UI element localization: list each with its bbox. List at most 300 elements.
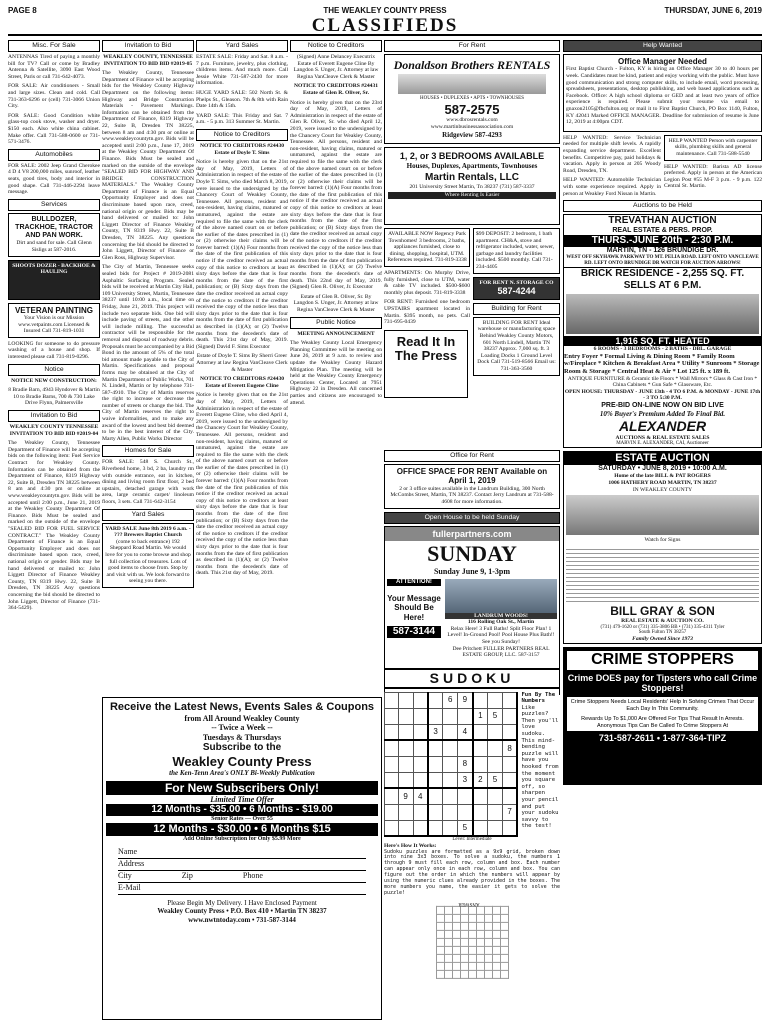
db-sub: HOUSES • DUPLEXES • APTS • TOWNHOUSES — [420, 96, 524, 102]
answer-cell — [461, 954, 469, 962]
form-email-label: E-Mail — [118, 883, 141, 893]
sudoku-cell[interactable] — [398, 820, 413, 836]
sudoku-cell[interactable]: 1 — [473, 708, 488, 724]
sudoku-cell[interactable] — [473, 788, 488, 804]
answer-cell — [469, 930, 477, 938]
sudoku-cell[interactable]: 3 — [428, 724, 443, 740]
ad-yard-sale: YARD SALE: This Friday and Sat. 7 a.m. - 5 p.m. 313 Summer St. Martin. — [196, 112, 288, 126]
shoots-title: SHOOTS DOZER - BACKHOE & HAULING — [12, 262, 96, 276]
sudoku-cell[interactable] — [398, 756, 413, 772]
crime-phone: 731-587-2611 • 1-877-364-TIPZ — [598, 732, 727, 743]
promo-mail2: Weakley County Press • P.O. Box 410 • Martin TN 38237 — [157, 907, 327, 916]
sudoku-cell[interactable] — [502, 708, 517, 724]
sudoku-cell[interactable] — [413, 756, 428, 772]
ad-estate-auction — [563, 451, 762, 644]
open-house-body — [385, 577, 559, 661]
trev-dir: WEST OFF SKYHAWK PARKWAY TO MT. PELIA ROAD. LEFT ONTO VANCLEAVE RD. LEFT ONTO BRUNDIGE DR WATCH FOR AUCTION ARROWS! — [566, 255, 759, 267]
landrum-addr: 116 Rolling Oak St., Martin — [467, 619, 535, 626]
form-city-label: City — [118, 871, 132, 881]
ad-stove: FOR SALE: Good Condition white glass-top cook stove, washer and dryer. $150 each. Also white china cabinet. Make offer. Call 731-588-0600 or 731-571-3476. — [8, 112, 100, 146]
promo-new: For New Subscribers Only! — [106, 781, 378, 795]
services-heading: Services — [8, 199, 100, 211]
misc-heading: Misc. For Sale — [8, 40, 100, 52]
answer-cell — [501, 930, 509, 938]
ad-martin-rentals — [384, 147, 560, 225]
answer-cell — [469, 946, 477, 954]
sudoku-cell[interactable] — [443, 708, 458, 724]
yardsale-church-title: YARD SALE June 8th 2019 6 a.m. - ??? Brewers Baptist Church — [105, 525, 191, 539]
attention-label: ATTENTION! — [387, 579, 441, 586]
sudoku-cell[interactable] — [413, 724, 428, 740]
sudoku-cell[interactable] — [473, 820, 488, 836]
help-col-a — [563, 135, 661, 200]
issue-date: THURSDAY, JUNE 6, 2019 — [664, 6, 762, 15]
trev-open: OPEN HOUSE: THURSDAY - JUNE 13th - 4 TO 6 P.M. & MONDAY - JUNE 17th - 3 TO 5:30 P.M. — [564, 388, 761, 402]
sudoku-cell[interactable] — [473, 724, 488, 740]
om-title: Office Manager Needed — [618, 57, 707, 67]
sudoku-row — [385, 772, 518, 788]
ad-looking: LOOKING for someone to do pressure washing of a house and shop. If interested please call 731-819-0296. — [8, 340, 100, 361]
ad-yardsale-church — [102, 523, 194, 588]
db-addr: Ridgeview 587-4293 — [442, 130, 502, 139]
sudoku-cell[interactable] — [413, 820, 428, 836]
itb2-text: The Weakley County, Tennessee Department of Finance will be accepting bids for the Weakley County Highway Department on the following items: Highway and Bridge Construction Materials - Pavement Markings. Information can be obtained from the Department of Finance, 8319 Highway 22, Suite B, Dresden TN 38225, between 8 am and 4:30 pm or online at www.weakleycountytn.gov. Bids will be accepted until 2:00 p.m., June 17, 2019 at the Weakley County Department Of Finance. Bids Must be sealed and marked on the outside of the envelope "SEALED BID FOR HIGHWAY AND BRIDGE CONSTRUCTION MATERIALS." The Weakley County Department of Finance is an Equal Opportunity Employer and does not discriminate based upon race, creed, national origin or gender. Bids may be hand delivered or mailed to: John Liggett Director of Finance Weakley County, TN 8319 Hwy. 22, Suite B Dresden, TN 38225. Any questions concerning the bid should be directed to John Liggett, Director of Finance or Glen Ross, Highway Supervisor. — [102, 70, 194, 261]
estate-signs: Watch for Signs — [644, 537, 681, 544]
page-header — [8, 6, 762, 36]
answer-cell — [437, 962, 445, 970]
ad-office — [384, 464, 560, 509]
answer-row — [437, 962, 509, 970]
promo-paper: Weakley County Press — [172, 754, 312, 770]
sudoku-cell[interactable] — [385, 820, 399, 836]
sudoku-cell[interactable] — [428, 708, 443, 724]
sudoku-cell[interactable] — [443, 772, 458, 788]
answer-cell — [501, 938, 509, 946]
sudoku-cell[interactable] — [458, 740, 473, 756]
sudoku-cell[interactable]: 9 — [458, 692, 473, 708]
answer-cell — [453, 954, 461, 962]
promo-from: from All Around Weakley County — [184, 713, 300, 723]
ad-antennas: ANTENNAS Tired of paying a monthly bill for TV? Call or come by Bradley Antenna & Satellite, 3090 East Wood Street, Paris or call 731-642-4073. — [8, 54, 100, 80]
bg-city: South Fulton TN 38257 — [638, 630, 687, 636]
answer-cell — [501, 962, 509, 970]
landrum-desc: Relax Here! 3 Full Baths! Split Floor Plan! 1 Level! In-Ground Pool! Pool House Plus Bath!! See you Sunday! — [447, 625, 555, 646]
sudoku-row — [385, 708, 518, 724]
nc1-signature: Estate of Doyle T. Sims By Sherri Greer Attorney at law Regina VanCleave Clerk & Master — [196, 353, 288, 373]
sudoku-row — [385, 724, 518, 740]
estate-county: IN WEAKLEY COUNTY — [632, 486, 693, 493]
sudoku-cell[interactable] — [413, 692, 428, 708]
answer-cell — [453, 938, 461, 946]
answer-row — [437, 938, 509, 946]
auto-heading: Automobiles — [8, 149, 100, 161]
answer-cell — [485, 930, 493, 938]
nc3-signature: Estate of Glen R. Oliver, Sr. By Langdon S. Unger, Jr. Attorney at law Regina VanCleave Clerk & Master — [293, 293, 379, 313]
sudoku-how: Here's How It Works: — [384, 842, 437, 849]
office-text: 2 or 3 office suites available in the Landrum Building, 300 North McCombs Street, Martin, TN 38237. Contact Jerry Landrum at 731-588-4608 for more information. — [390, 485, 554, 506]
answer-cell — [469, 906, 477, 914]
sudoku-funtext: Like puzzles? Then you'll love sudoku. This mind-bending puzzle will have you hooked from the moment you square off, so sharpen your pencil and put your sudoku savvy to the test! — [521, 704, 559, 830]
sudoku-cell[interactable] — [413, 772, 428, 788]
answer-cell — [437, 954, 445, 962]
sudoku-title: SUDOKU — [384, 668, 560, 689]
nc3-text: Notice is hereby given that on the 23rd day of May, 2019, Letters of Administration in respect of the estate of Glen R. Oliver, Sr. who died April 12, 2019, were issued to the undersigned by the Chancery Court for Weakley County, Tennessee. All persons, resident and non-resident, having claims, matured or unmatured, against the estate are required to file the same with the clerk of the above named court on or before the earlier of the dates prescribed in (1) or (2) otherwise their claims will be forever barred: (1)(A) Four months from the date of the first publication of this notice if the creditor received an actual copy of this notice to creditors at least sixty days before the date that is four months from the date of the first publication; or (B) Sixty days from the date the creditor received an actual copy of the notice to creditors if the creditor received the copy of the notice less than sixty days prior to the date that is four months from the date of first publication as described in (1)(A); or (2) Twelve months from the decedent's date of death. This 22nd day of May, 2019. (Signed) Glen R. Oliver, Jr. Executor — [290, 99, 382, 291]
ad-furnished: FOR RENT: Furnished one bedroom UPSTAIRS apartment located in Martin. $395 month, no pets. Call 731-695-0439 — [384, 299, 470, 326]
ad-deposit: $99 DEPOSIT: 2 bedroom, 1 bath apartment. CH&A, stove and refrigerator included, water, sewer, garbage and laundry facilities included. $500 monthly. Call 731-234-4405 — [473, 228, 560, 274]
ad-bulldozer — [8, 213, 100, 257]
answer-cell — [461, 962, 469, 970]
ad-regency: AVAILABLE NOW Regency Park Townhomes! 3 bedrooms, 2 baths, appliances furnished, close to dining, shopping, hospital, UTM. References required. 731-819-3338 — [384, 228, 470, 267]
sudoku-cell[interactable] — [428, 804, 443, 820]
bg-phone: (731) 479-1620 or (731) 335-3806 BB • (731) 335-4311 Tyler — [600, 624, 725, 630]
sudoku-cell[interactable] — [502, 692, 517, 708]
estate-addr: 1006 HATHERY ROAD MARTIN, TN 38237 — [608, 480, 717, 487]
ad-carpenter: HELP WANTED Person with carpenter skills, plumbing skills and general maintenance. Call 731-588-5540 — [664, 135, 762, 161]
estate-owner: Home of the late BILL & PAT ROGERS — [614, 473, 711, 480]
answer-cell — [501, 954, 509, 962]
sudoku-cell[interactable] — [502, 724, 517, 740]
itb1-title: WEAKLEY COUNTY TENNESSEE INVITATION TO BID BID #2019-04 — [9, 424, 99, 437]
sudoku-cell[interactable] — [428, 692, 443, 708]
sudoku-row — [385, 804, 518, 820]
sudoku-cell[interactable]: 7 — [502, 804, 517, 820]
answer-cell — [445, 962, 453, 970]
sudoku-cell[interactable] — [385, 772, 399, 788]
answer-cell — [461, 970, 469, 978]
promo-rate-2: 12 Months - $30.00 • 6 Months $15 — [106, 823, 378, 836]
sudoku-cell[interactable] — [398, 772, 413, 788]
sudoku-cell[interactable]: 2 — [473, 772, 488, 788]
form-name[interactable] — [118, 847, 366, 859]
answer-cell — [453, 914, 461, 922]
answer-cell — [477, 922, 485, 930]
ad-read-it — [384, 330, 468, 398]
sudoku-row — [385, 740, 518, 756]
trev-feat: Entry Foyer * Formal Living & Dining Room * Family Room w/Fireplace * Kitchen & Breakfast Area * Utility * Sunroom * Storage Room & Storage * Central Heat & Air * Lot 125 ft. x 189 ft. — [564, 352, 760, 376]
answer-cell — [501, 970, 509, 978]
answer-cell — [445, 938, 453, 946]
sudoku-cell[interactable] — [473, 804, 488, 820]
answer-cell — [437, 946, 445, 954]
sudoku-cell[interactable] — [398, 708, 413, 724]
promo-rate-1: 12 Months - $35.00 • 6 Months - $19.00 — [106, 804, 378, 816]
sudoku-cell[interactable] — [458, 804, 473, 820]
sudoku-cell[interactable] — [473, 740, 488, 756]
sudoku-cell[interactable]: 8 — [458, 756, 473, 772]
sudoku-cell[interactable] — [502, 772, 517, 788]
sudoku-cell[interactable] — [385, 756, 399, 772]
itb-heading-1: Invitation to Bid — [8, 410, 100, 422]
answer-cell — [453, 906, 461, 914]
sudoku-cell[interactable] — [413, 740, 428, 756]
nc3-title: NOTICE TO CREDITORS #24431 Estate of Glen R. Oliver, Sr. — [293, 83, 379, 96]
answer-grid — [436, 906, 509, 979]
sudoku-cell[interactable] — [473, 692, 488, 708]
form-email[interactable] — [118, 883, 366, 895]
promo-rate-2b: Add Online Subscription for Only $5.99 More — [183, 836, 301, 843]
answer-cell — [445, 954, 453, 962]
sudoku-cell[interactable] — [488, 804, 503, 820]
promo-rate-1b: Senior Rates — Over 55 — [211, 816, 273, 823]
answer-row — [437, 906, 509, 914]
sudoku-cell[interactable] — [488, 820, 503, 836]
ad-shoots — [8, 260, 100, 300]
sudoku-cell[interactable]: 5 — [488, 772, 503, 788]
sudoku-cell[interactable]: 3 — [458, 772, 473, 788]
ad-office-manager — [563, 54, 762, 132]
sudoku-cell[interactable] — [502, 788, 517, 804]
column-3 — [196, 40, 288, 695]
sudoku-cell[interactable] — [398, 692, 413, 708]
sudoku-cell[interactable] — [488, 756, 503, 772]
yardsale-church-text: (come to back entrance) 192 Sheppard Road Martin. We would love for you to come browse and shop full collection of treasures. Lots of good items to choose from. Stop by and visit with us. We look forward to seeing you there. — [105, 538, 191, 585]
answer-cell — [445, 914, 453, 922]
answer-cell — [461, 938, 469, 946]
answer-cell — [469, 954, 477, 962]
answer-cell — [493, 938, 501, 946]
answer-cell — [477, 906, 485, 914]
alex-name: MARVIN E. ALEXANDER, CAI, Auctioneer — [616, 441, 709, 447]
sudoku-cell[interactable]: 8 — [502, 740, 517, 756]
answer-cell — [461, 914, 469, 922]
beds-slogan: Where Renting Is Easier — [388, 192, 556, 199]
nc-heading-2: Notice to Creditors — [290, 40, 382, 52]
sudoku-intro — [518, 692, 560, 838]
answer-row — [437, 970, 509, 978]
answer-cell — [469, 962, 477, 970]
sudoku-cell[interactable] — [413, 804, 428, 820]
answer-cell — [485, 938, 493, 946]
sudoku-cell[interactable] — [473, 756, 488, 772]
column-2 — [102, 40, 194, 695]
answer-cell — [501, 914, 509, 922]
sudoku-cell[interactable]: 6 — [443, 692, 458, 708]
sudoku-cell[interactable] — [398, 740, 413, 756]
rent-heading: For Rent — [384, 40, 560, 52]
itb3-text: The City of Martin, Tennessee seeks sealed bids for Project # 2019-2081 Asphaltic Surfacing Program. Sealed bids will be received at Martin City Hall, 109 University Street, Martin, Tennessee 38237 until 10:00 a.m., local time on Friday, June 21, 2019. This project will include two separate bids. One bid will include paving of streets, and the other will include milling. The successful contractor will be responsible for the removal and disposal of roadway debris. Proposals must be accompanied by a Bid Bond in the amount of 5% of the total bid amount made payable to the City of Martin. Specifications and proposal forms may be obtained at the City of Martin Department of Public Works, 701 N. Lindell, Martin or by telephone 731-587-4910. The City of Martin reserves the right to increase or decrease the number of streets or change the bid. The City of Martin reserves the right to waive informalities, and to make any award of the lowest and best bid deemed to be in the best interest of the City. Marty Allen, Public Works Director — [102, 264, 194, 442]
answer-cell — [477, 970, 485, 978]
sudoku-cell[interactable] — [443, 820, 458, 836]
crime-does: Crime DOES pay for Tipsters who call Crime Stoppers! — [567, 672, 758, 694]
db-web[interactable]: www.dbrosrentals.com — [446, 117, 498, 124]
ad-crime-stoppers — [563, 647, 762, 785]
itb-heading-2: Invitation to Bid — [102, 40, 194, 52]
open-house-heading: Open House to be held Sunday — [384, 512, 560, 524]
answer-label: ANSWER — [458, 900, 480, 906]
answer-row — [437, 946, 509, 954]
sudoku-cell[interactable] — [428, 756, 443, 772]
sudoku-cell[interactable] — [488, 788, 503, 804]
sudoku-cell[interactable] — [398, 804, 413, 820]
sudoku-cell[interactable] — [398, 724, 413, 740]
ad-subscription — [102, 697, 382, 1020]
trev-prebid[interactable]: PRE-BID ON-LINE NOW ON BID LIVE — [601, 401, 724, 409]
sudoku-row — [385, 820, 518, 836]
message-text: Your Message Should Be Here! — [387, 593, 441, 622]
notice-text: 8 Bradie Barn, 4943 Hyndover & Martin 10 to Bradie Barns, 700 & 730 Lake Drive Flynn, Palmersville — [8, 387, 100, 407]
trev-loc: MARTIN, TN - 126 BRUNDIGE DR. — [606, 247, 719, 254]
answer-cell — [485, 946, 493, 954]
sudoku-cell[interactable] — [385, 804, 399, 820]
sudoku-cell[interactable] — [502, 756, 517, 772]
sudoku-cell[interactable] — [443, 740, 458, 756]
rent-column — [384, 40, 560, 695]
meeting-text: The Weakley County Local Emergency Planning Committee will be meeting on June 26, 2019 at 9 a.m. to review and update the Weakley County Hazard Mitigation Plan. The meeting will be held at the Weakley County Emergency Operations Center, Located at 7951 Highway 22 in Dresden. All concerned parties and citizens are encouraged to attend. — [290, 340, 382, 406]
landrum-box — [443, 577, 559, 661]
answer-cell — [493, 962, 501, 970]
answer-cell — [469, 914, 477, 922]
sudoku-cell[interactable]: 5 — [458, 820, 473, 836]
answer-cell — [461, 922, 469, 930]
sudoku-cell[interactable]: 9 — [398, 788, 413, 804]
office-heading: Office for Rent — [384, 450, 560, 462]
db-web2[interactable]: www.martinbusinessassociation.com — [430, 123, 514, 130]
veteran-title: VETERAN PAINTING — [14, 305, 94, 315]
bldg-heading: Building for Rent — [473, 303, 560, 315]
sudoku-cell[interactable] — [428, 820, 443, 836]
sudoku-cell[interactable]: 4 — [413, 788, 428, 804]
sudoku-row — [385, 788, 518, 804]
itb2-title: WEAKLEY COUNTY, TENNESSEE INVITATION TO BID BID #2019-05 — [103, 54, 193, 67]
storage-phone: 587-4244 — [497, 286, 536, 297]
sudoku-level: Level: Intermediate — [452, 837, 492, 843]
answer-cell — [477, 946, 485, 954]
nc2-title: NOTICE TO CREDITORS #24430 Estate of Everett Eugene Cline — [199, 376, 285, 389]
sudoku-cell[interactable] — [458, 708, 473, 724]
trev-sqft: 1,916 SQ. FT. HEATED — [564, 336, 761, 347]
sudoku-cell[interactable]: 4 — [458, 724, 473, 740]
answer-cell — [493, 906, 501, 914]
answer-cell — [485, 922, 493, 930]
answer-row — [437, 922, 509, 930]
om-text: First Baptist Church - Fulton, KY is hiring an Office Manager 30 to 40 hours per week. Candidates must be kind, patient and enjoy working with the public. Must have good communication and strong computer skills, to include email, word processing, spreadsheets, presentations, desktop publishing, and web based applications such as Facebook. Office: A high school diploma or GED and at least two years of office experience is required. Please submit your resume via email to gnaxon2105@fbcfulton.org or mail it to First Baptist Church, PO Box 1140, Fulton, KY 42041 Marked OFFICE MANAGER. Deadline for submission of resume is June 12, 2019 at 4:00pm CDT. — [566, 66, 759, 126]
sudoku-body — [384, 692, 560, 838]
answer-cell — [453, 922, 461, 930]
form-zip-label: Zip — [181, 871, 193, 881]
answer-cell — [477, 938, 485, 946]
office-area — [384, 450, 560, 695]
fuller-web[interactable]: fullerpartners.com — [385, 527, 559, 542]
form-name-label: Name — [118, 847, 138, 857]
answer-cell — [437, 970, 445, 978]
sudoku-cell[interactable] — [385, 724, 399, 740]
ad-home: FOR SALE: 548 S. Church St., Riverbend home, 3 bd, 2 ba, laundry rm with outside entrance, eat in kitchen, dining and living room first floor, 2 bed upstairs, detached garage with work area, large ceramic carpet/ linoleum floors, 3 sets. Call 731-642-3154 — [102, 459, 194, 506]
answer-cell — [445, 946, 453, 954]
sudoku-cell[interactable] — [488, 692, 503, 708]
trev-photo — [566, 294, 759, 334]
crime-rewards: Rewards Up To $1,000 Are Offered For Tips That Result In Arrests. Anonymous Tips Can Be Called To Crime Stoppers At — [567, 714, 758, 731]
read-it-text: Read It In The Press — [394, 334, 458, 364]
sudoku-cell[interactable] — [413, 708, 428, 724]
answer-cell — [485, 914, 493, 922]
answer-cell — [437, 906, 445, 914]
promo-twice: -- Twice a Week -- — [211, 723, 273, 733]
answer-cell — [493, 954, 501, 962]
sudoku-cell[interactable] — [443, 724, 458, 740]
answer-cell — [469, 938, 477, 946]
answer-cell — [445, 906, 453, 914]
nc1-text: Notice is hereby given that on the 21st day of May, 2019, Letters of Administration in respect of the estate of Doyle T. Sims, who died March 8, 2019, were issued to the undersigned by the Chancery Court of Weakley County, Tennessee. All persons, resident and non-resident, having claims, matured or unmatured, against the estate are required to file the same with the clerk of the above named court on or before the earlier of the dates prescribed in (1) or (2) otherwise their claims will be forever barred: (1)(A) Four months from the date of the first publication of this notice if the creditor received an actual copy of this notice to creditors at least sixty days before the date that is four months from the date of the first publication; or (B) Sixty days from the date the creditor received an actual copy of the notice to creditors if the creditor received the copy of the notice less than sixty days prior to the date that is four months from the date of first publication as described in (1)(A); or (2) Twelve months from the decedent's date of death. This 21st day of May, 2019. (Signed) David F. Sims Executor — [196, 159, 288, 350]
ad-building: BUILDING FOR RENT Ideal warehouse or manufacturing space Behind Weakley County Motors, 601 North Lindell, Martin TN 38237 Approx. 7,000 sq. ft. 3 Loading Docks 1 Ground Level Dock Call 731-519-8566 Email us: 731-363-3560 — [473, 317, 560, 376]
sudoku-cell[interactable] — [502, 820, 517, 836]
sudoku-answer — [429, 900, 509, 979]
form-address[interactable] — [118, 859, 366, 871]
answer-cell — [469, 922, 477, 930]
trev-rooms: 6 ROOMS - 3 BEDROOMS - 2 BATHS - DBL. GARAGE — [593, 346, 732, 353]
trev-antique: ANTIQUE FURNITURE & Ceramic tile Floors * Wall Mirrors * Glass & Cast Iron * China Cabinets * Gun Safe * Glassware, Etc. — [567, 375, 758, 389]
sudoku-cell[interactable] — [443, 788, 458, 804]
answer-row — [437, 930, 509, 938]
sudoku-cell[interactable]: 5 — [488, 708, 503, 724]
bg-title: BILL GRAY & SON — [610, 603, 715, 618]
sudoku-grid[interactable] — [384, 692, 518, 838]
answer-cell — [501, 946, 509, 954]
alex-sub: AUCTIONS & REAL ESTATE SALES — [615, 434, 710, 441]
answer-cell — [445, 970, 453, 978]
sudoku-cell[interactable] — [428, 772, 443, 788]
answer-cell — [453, 930, 461, 938]
sudoku-row — [385, 692, 518, 708]
paper-name: THE WEAKLEY COUNTY PRESS — [323, 6, 447, 15]
house-photo — [445, 579, 557, 613]
answer-cell — [493, 970, 501, 978]
answer-cell — [493, 946, 501, 954]
ad-trevathan — [563, 214, 762, 448]
promo-web[interactable]: www.nwtntoday.com • 731-587-3144 — [188, 915, 296, 924]
sudoku-cell[interactable] — [443, 756, 458, 772]
homes-heading: Homes for Sale — [102, 445, 194, 457]
ad-huge-yard-sale: HUGE YARD SALE: 502 North St. & Phelps St., Gleason. 7th & 8th with Rain Date 14th & 15th. — [196, 89, 288, 110]
sudoku-cell[interactable] — [385, 788, 399, 804]
sudoku-cell[interactable] — [488, 724, 503, 740]
landrum-agent: Dee Pritchett FULLER PARTNERS REAL ESTATE GROUP, LLC. 587-3157 — [452, 645, 550, 659]
bulldozer-title: BULLDOZER, TRACKHOE, TRACTOR AND PAN WORK. — [15, 215, 93, 240]
form-phone-label: Phone — [242, 871, 263, 881]
answer-cell — [453, 970, 461, 978]
answer-cell — [477, 954, 485, 962]
auctions-heading: Auctions to be Held — [563, 200, 762, 212]
sudoku-cell[interactable] — [443, 804, 458, 820]
sudoku-cell[interactable] — [385, 740, 399, 756]
sudoku-cell[interactable] — [385, 692, 399, 708]
answer-cell — [501, 906, 509, 914]
sudoku-cell[interactable] — [428, 740, 443, 756]
ad-storage — [473, 277, 560, 300]
form-city-row[interactable] — [118, 871, 366, 883]
trev-title: TREVATHAN AUCTION — [608, 215, 717, 227]
sudoku-section — [384, 668, 560, 1020]
answer-cell — [493, 930, 501, 938]
ad-barista: HELP WANTED: Barista AD license preferred. Apply in person at the American Legion Post #55 M-F 3 p.m. - 9 p.m. 122 Central St. Martin. — [664, 163, 762, 190]
estate-photo — [566, 495, 759, 535]
sudoku-cell[interactable] — [458, 788, 473, 804]
ad-apartments: APARTMENTS: On Murphy Drive, fully furnished, close to UTM, water & cable TV included. $500-$600 monthly plus deposit. 731-819-3338 — [384, 269, 470, 296]
sudoku-cell[interactable] — [428, 788, 443, 804]
sudoku-cell[interactable] — [385, 708, 399, 724]
estate-title: ESTATE AUCTION — [564, 452, 761, 465]
sudoku-fun: Fun By The Numbers — [521, 691, 556, 705]
beds-sub: Houses, Duplexes, Apartments, Townhouses — [406, 161, 538, 170]
trev-sub: REAL ESTATE & PERS. PROP. — [612, 226, 713, 234]
office-title: OFFICE SPACE FOR RENT Available on April 1, 2019 — [396, 467, 548, 486]
trev-premium: 10% Buyer's Premium Added To Final Bid. — [599, 409, 726, 418]
sunday-title: SUNDAY — [427, 541, 517, 567]
crime-text: Crime Stoppers Needs Local Residents' Help In Solving Crimes That Occur Each Day In This Community. — [567, 697, 758, 714]
sudoku-cell[interactable] — [488, 740, 503, 756]
meeting-title: MEETING ANNOUNCEMENT — [297, 330, 375, 337]
help-col-b — [664, 135, 762, 200]
bulldozer-text: Dirt and sand for sale. Call Glenn Sisligs at 587-2016. — [16, 240, 92, 254]
